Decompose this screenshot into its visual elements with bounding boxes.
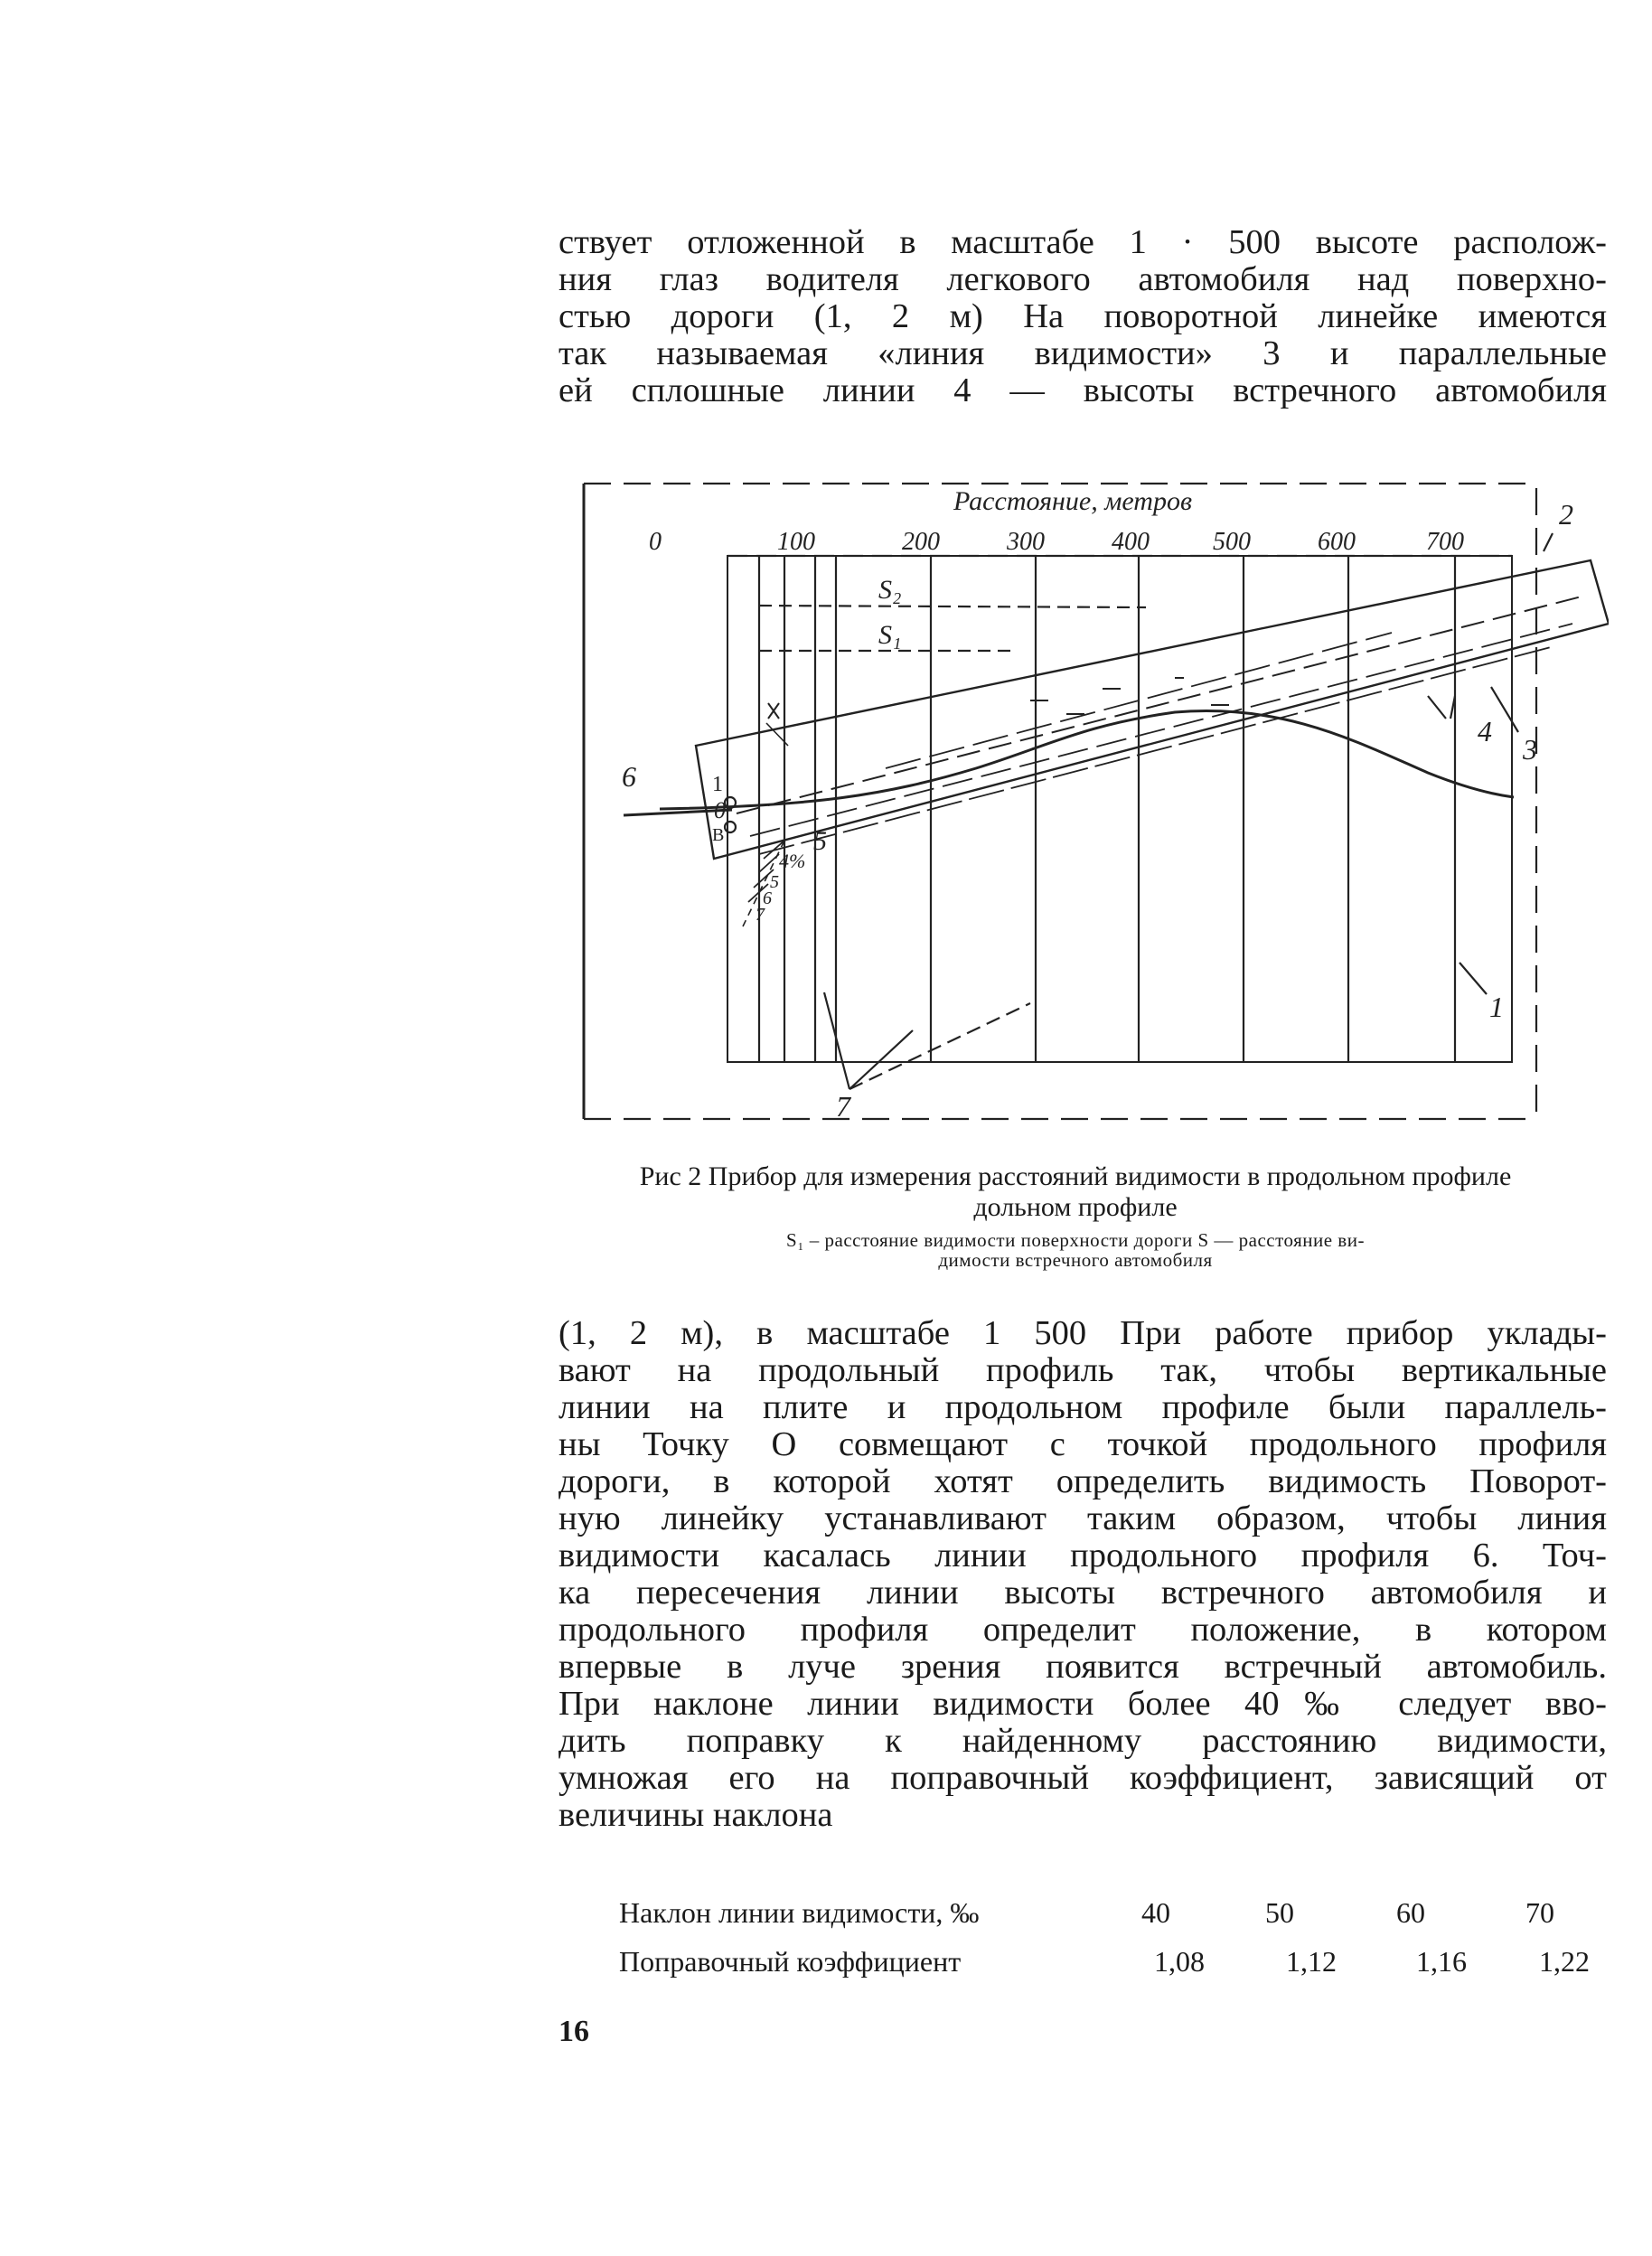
row-label: Наклон линии видимости, ‰ <box>619 1896 980 1929</box>
paragraph-bottom <box>558 1315 1607 1834</box>
text-line: ную линейку устанавливают таким образом, чтобы линия <box>558 1499 1607 1537</box>
figure-caption-note <box>578 1230 1572 1270</box>
tick-label: 600 <box>1318 528 1356 556</box>
text-line: линии на плите и продольном профиле были параллель- <box>558 1388 1607 1426</box>
label-seven-small: 7 <box>756 905 765 925</box>
callout-6: 6 <box>622 760 636 793</box>
callout-7: 7 <box>836 1090 850 1123</box>
text-line: видимости касалась линии продольного профиля 6. Точ- <box>558 1537 1607 1574</box>
cell-value: 40 <box>1141 1896 1170 1929</box>
cell-value: 1,16 <box>1416 1945 1467 1978</box>
tick-label: 300 <box>1007 528 1045 556</box>
table-row <box>619 1945 1613 1994</box>
callout-2: 2 <box>1559 498 1573 531</box>
tick-label: 700 <box>1426 528 1464 556</box>
figure-header: Расстояние, метров <box>953 486 1192 516</box>
callout-5: 5 <box>813 826 827 856</box>
text-line: дороги, в которой хотят определить видимость Поворот- <box>558 1462 1607 1500</box>
correction-table <box>619 1896 1613 1994</box>
text-line: При наклоне линии видимости более 40‰ следует вво- <box>558 1685 1607 1723</box>
tick-label: 200 <box>902 528 940 556</box>
row-label: Поправочный коэффициент <box>619 1945 962 1978</box>
cell-value: 60 <box>1396 1896 1425 1929</box>
caption-note-line: S₁ – расстояние видимости поверхности дороги S — расстояние ви- <box>786 1229 1365 1251</box>
text-line: ей сплошные линии 4 — высоты встречного автомобиля <box>558 371 1607 409</box>
cell-value: 50 <box>1265 1896 1294 1929</box>
cell-value: 1,22 <box>1539 1945 1590 1978</box>
label-b: В <box>712 825 725 845</box>
text-line: дить поправку к найденному расстоянию видимости, <box>558 1722 1607 1760</box>
text-line: продольного профиля определит положение, в котором <box>558 1611 1607 1649</box>
caption-note-line: димости встречного автомобиля <box>938 1249 1213 1271</box>
label-five-small: 5 <box>770 872 779 892</box>
tick-label: 100 <box>777 528 815 556</box>
text-line: ния глаз водителя легкового автомобиля над поверхно- <box>558 260 1607 298</box>
label-o: 0 <box>714 797 726 823</box>
figure-visibility-device <box>542 470 1609 1139</box>
text-line: (1, 2 м), в масштабе 1 500 При работе прибор уклады- <box>558 1314 1607 1352</box>
label-one-small: 1 <box>712 773 723 796</box>
tick-label: 500 <box>1213 528 1251 556</box>
label-s2: S₂ <box>878 575 902 605</box>
text-line: так называемая «линия видимости» 3 и параллельные <box>558 334 1607 372</box>
caption-line: дольном профиле <box>973 1192 1178 1222</box>
text-line: вают на продольный профиль так, чтобы вертикальные <box>558 1351 1607 1389</box>
paragraph-top <box>558 224 1607 409</box>
callout-1: 1 <box>1489 991 1504 1023</box>
cell-value: 1,12 <box>1286 1945 1337 1978</box>
callout-3: 3 <box>1523 733 1537 766</box>
label-slope: 4% <box>779 850 806 872</box>
figure-caption <box>578 1161 1572 1223</box>
text-line: впервые в луче зрения появится встречный автомобиль. <box>558 1648 1607 1686</box>
label-s1: S₁ <box>878 620 902 650</box>
text-line: умножая его на поправочный коэффициент, зависящий от <box>558 1759 1607 1797</box>
text-line: ка пересечения линии высоты встречного автомобиля и <box>558 1574 1607 1612</box>
text-line: ны Точку О совмещают с точкой продольного профиля <box>558 1425 1607 1463</box>
page-number: 16 <box>558 2015 589 2048</box>
label-six-small: 6 <box>763 888 772 908</box>
tick-label: 0 <box>649 528 662 556</box>
callout-4: 4 <box>1478 715 1492 747</box>
text-line: величины наклона <box>558 1796 833 1834</box>
cell-value: 70 <box>1525 1896 1554 1929</box>
text-line: ствует отложенной в масштабе 1 · 500 высоте располож- <box>558 223 1607 261</box>
caption-line: Рис 2 Прибор для измерения расстояний видимости в продольном профиле <box>639 1161 1512 1191</box>
text-line: стью дороги (1, 2 м) На поворотной линейке имеются <box>558 297 1607 335</box>
table-row <box>619 1896 1613 1945</box>
tick-label: 400 <box>1112 528 1150 556</box>
cell-value: 1,08 <box>1154 1945 1205 1978</box>
